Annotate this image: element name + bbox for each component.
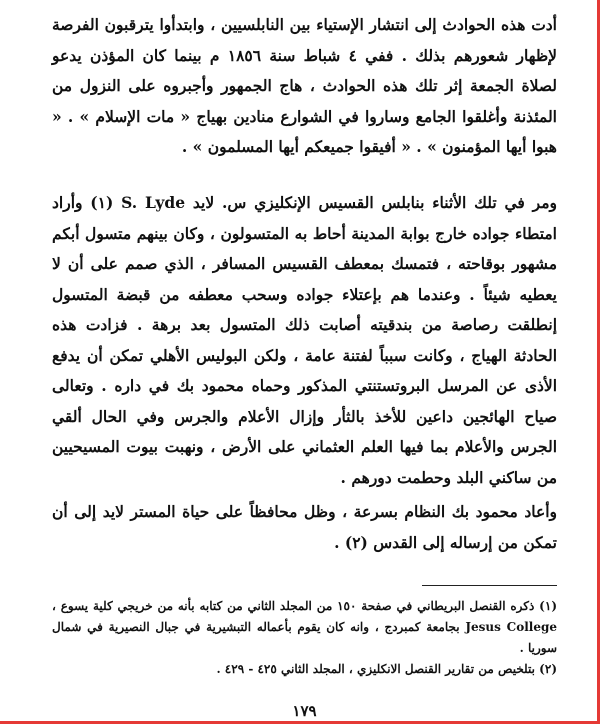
footnote-2: (٢) بتلخيص من تقارير القنصل الانكليزي ، المجلد الثاني ٤٢٥ - ٤٢٩ . [216, 662, 557, 676]
paragraph-3: وأعاد محمود بك النظام بسرعة ، وظل محافظاً على حياة المستر لايد إلى أن تمكن من إرساله إلى القدس (٢) . [52, 502, 557, 552]
paragraph-2-text-before: ومر في تلك الأثناء بنابلس القسيس الإنكليزي س. لايد [192, 193, 558, 212]
footnote-1 [52, 596, 557, 659]
page-number: ١٧٩ [292, 702, 317, 720]
latin-jesus-college: Jesus College [465, 620, 558, 634]
footnotes [52, 596, 557, 680]
footnote-1-text-after: بجامعة كمبردج ، وانه كان يقوم بأعماله التبشيرية في جبال النصيرية في شمال سوريا . [52, 620, 557, 655]
footnote-1-text-before: (١) ذكره القنصل البريطاني في صفحة ١٥٠ من المجلد الثاني من كتابه بأنه من خريجي كلية يسوع ، [52, 599, 557, 613]
latin-name-lyde: S. Lyde [121, 193, 186, 212]
paragraph-2 [52, 188, 557, 493]
paragraph-1: أدت هذه الحوادث إلى انتشار الإستياء بين النابلسيين ، وابتدأوا يترقبون الفرصة لإظهار شعورهم بذلك . ففي ٤ شباط سنة ١٨٥٦ م بينما كان المؤذن يدعو لصلاة الجمعة إثر تلك هذه الحوادث ، هاج الجمهور وأجبروه على النزول من المئذنة وأغلقوا الجامع وساروا في الشوارع منادين بهياج « مات الإسلام » . « هبوا أيها المؤمنون » . « أفيقوا جميعكم أيها المسلمون » . [52, 15, 557, 156]
paragraph-2-text-after: (١) وأراد امتطاء جواده خارج بوابة المدينة أحاط به المتسولون ، وكان بينهم متسول أبكم مشهور بوقاحته ، فتمسك بمعطف القسيس المسافر ، الذي صمم على أن لا يعطيه شيئاً . وعندما هم بإعتلاء جواده وسحب معطفه من قبضة المتسول إنطلقت رصاصة من بندقيته أصابت ذلك المتسول بعد برهة . فزادت هذه الحادثة الهياج ، وكانت سبباً لفتنة عامة ، ولكن البوليس الأهلي تمكن أن يدفع الأذى عن المرسل البروتستنتي المذكور وحماه محمود بك في داره . وتعالى صياح الهائجين داعين للأخذ بالثأر وإزال الأعلام والجرس وفي الحال ألقي الجرس والأعلام بما فيها العلم العثماني على الأرض ، ونهبت بيوت المسيحيين من ساكني البلد وحطمت دورهم . [52, 193, 557, 487]
footnote-separator [422, 585, 557, 586]
